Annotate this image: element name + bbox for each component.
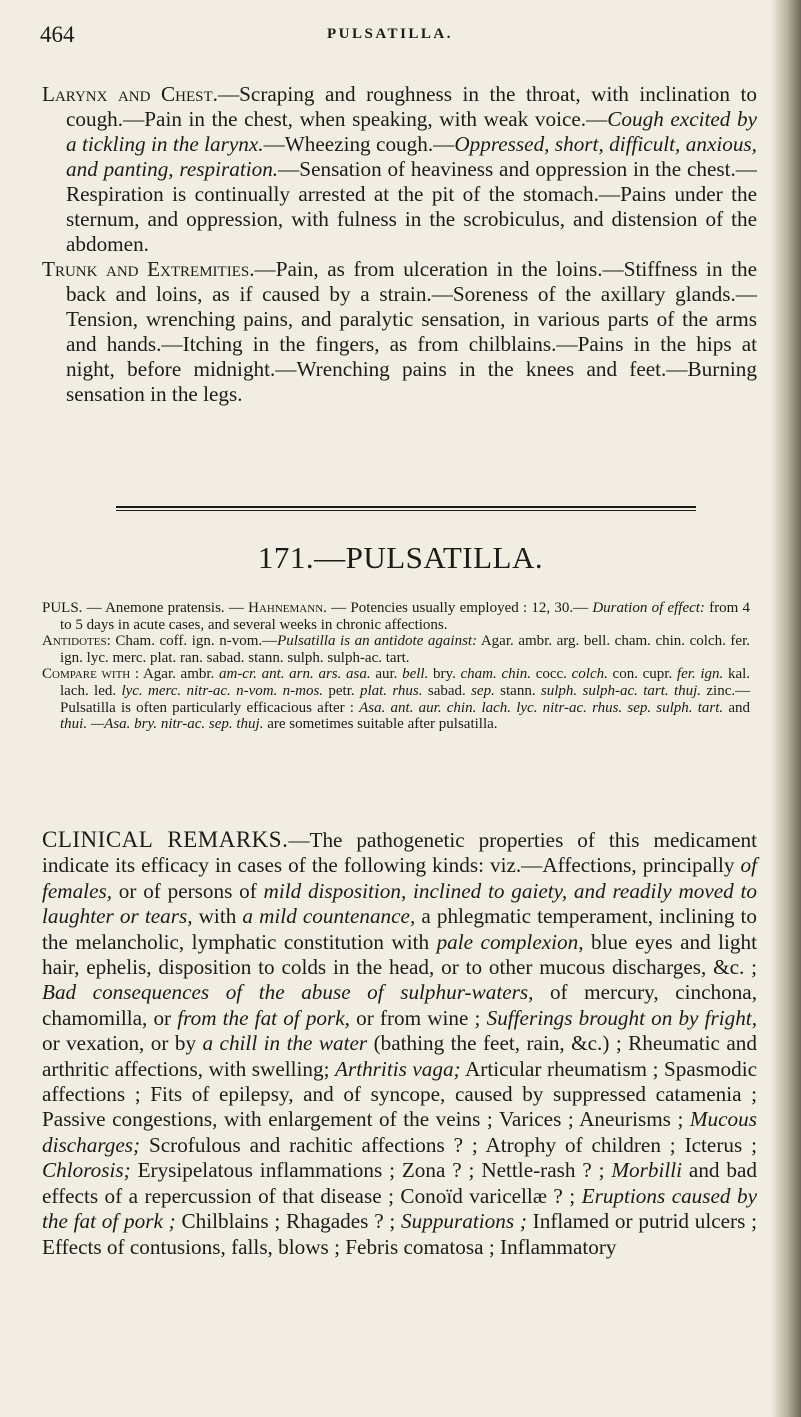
italic-run: Asa. ant. aur. chin. lach. lyc. nitr-ac. rhus. sep. sulph. tart. bbox=[359, 699, 724, 716]
italic-run: a mild countenance, bbox=[242, 904, 416, 929]
text-run: —The pathogenetic properties of this medicament indicate its efficacy in cases of the following kinds: viz.—Affections, principally bbox=[42, 828, 757, 878]
italic-run: lyc. merc. nitr-ac. n-vom. n-mos. bbox=[121, 682, 324, 699]
text-run: Chilblains ; Rhagades ? ; bbox=[175, 1209, 402, 1234]
symptom-text bbox=[42, 82, 757, 407]
text-run: —Scraping and roughness in the throat, with inclination to cough.—Pain in the chest, when speaking, with weak voice.— bbox=[66, 82, 757, 131]
running-head bbox=[40, 22, 740, 52]
italic-run: cham. chin. bbox=[460, 666, 532, 683]
text-run: (bathing the feet, rain, &c.) ; Rheumatic and arthritic affections, with swelling; bbox=[42, 1031, 757, 1081]
duration-label: Duration of effect: bbox=[592, 600, 705, 616]
italic-run: Chlorosis; bbox=[42, 1158, 131, 1183]
duration-text: from 4 to 5 days in acute cases, and several weeks in chronic affections. bbox=[60, 600, 751, 633]
clinical-remarks bbox=[42, 827, 757, 1260]
italic-run: a chill in the water bbox=[202, 1031, 368, 1056]
italic-run: Mucous discharges; bbox=[42, 1107, 757, 1157]
italic-run: Eruptions caused by the fat of pork ; bbox=[42, 1183, 757, 1234]
italic-run: sulph. sulph-ac. tart. thuj. bbox=[540, 682, 702, 699]
italic-run: sep. bbox=[471, 682, 495, 699]
text-run: Agar. ambr. bbox=[142, 666, 215, 683]
italic-run: Suppurations ; bbox=[401, 1209, 527, 1234]
text-run: or of persons of bbox=[112, 878, 264, 903]
antidotes-label: Antidotes: bbox=[42, 633, 111, 650]
text-run: a phlegmatic temperament, inclining to the melancholic, lymphatic constitution with bbox=[42, 904, 758, 954]
abbrev-label: PULS. bbox=[42, 600, 83, 616]
text-run: with bbox=[192, 904, 243, 929]
text-run: petr. bbox=[328, 682, 355, 699]
text-run: con. cupr. bbox=[612, 666, 673, 683]
text-run: and bad effects of a repercussion of that disease ; Conoïd varicellæ ? ; bbox=[42, 1158, 757, 1208]
section-heading: Trunk and Extremities. bbox=[42, 257, 255, 281]
italic-run: Oppressed, short, difficult, anxious, and panting, respiration. bbox=[66, 132, 757, 181]
text-run: — Anemone pratensis. — bbox=[86, 600, 244, 616]
text-run: and bbox=[728, 699, 750, 716]
italic-run: from the fat of pork, bbox=[177, 1005, 350, 1030]
italic-run: bell. bbox=[402, 666, 429, 683]
clinical-heading: CLINICAL REMARKS. bbox=[42, 827, 289, 852]
italic-run: am-cr. ant. arn. ars. asa. bbox=[218, 666, 371, 683]
text-run: Inflamed or putrid ulcers ; Effects of contusions, falls, blows ; Febris comatosa ; Inflammatory bbox=[42, 1209, 757, 1259]
puls-line bbox=[42, 600, 750, 633]
larynx-chest-paragraph bbox=[42, 82, 757, 257]
italic-run: Sufferings brought on by fright, bbox=[486, 1005, 757, 1030]
italic-run: fer. ign. bbox=[676, 666, 724, 683]
italic-run: mild disposition, inclined to gaiety, and readily moved to laughter or tears, bbox=[42, 878, 757, 929]
text-run: Erysipelatous inflammations ; Zona ? ; Nettle-rash ? ; bbox=[130, 1158, 612, 1183]
antidotes-line bbox=[42, 633, 750, 666]
compare-line bbox=[42, 666, 750, 732]
text-run: zinc.—Pulsatilla is often particularly efficacious after : bbox=[60, 682, 751, 716]
page-edge-shadow bbox=[771, 0, 801, 1417]
trunk-extremities-paragraph bbox=[42, 257, 757, 407]
italic-run: Cough excited by a tickling in the larynx. bbox=[66, 107, 757, 156]
text-run: Scrofulous and rachitic affections ? ; Atrophy of children ; Icterus ; bbox=[140, 1132, 757, 1157]
text-run: cocc. bbox=[535, 666, 567, 683]
text-run: Cham. coff. ign. n-vom.— bbox=[115, 633, 278, 650]
italic-run: Morbilli bbox=[611, 1158, 683, 1183]
text-run: —Sensation of heaviness and oppression in the chest.—Respiration is continually arrested at the pit of the stomach.—Pains under the sternum, and oppression, with fulness in the scrobiculus, and distension of the abdomen. bbox=[66, 157, 757, 256]
text-run: sabad. bbox=[427, 682, 466, 699]
text-run: kal. lach. led. bbox=[60, 666, 751, 699]
italic-run: thui. —Asa. bry. nitr-ac. sep. thuj. bbox=[60, 716, 264, 733]
italic-run: colch. bbox=[571, 666, 608, 683]
running-title: PULSATILLA. bbox=[327, 26, 453, 42]
italic-run: Pulsatilla is an antidote against: bbox=[277, 633, 478, 650]
italic-run: Arthritis vaga; bbox=[335, 1056, 461, 1081]
text-run: stann. bbox=[500, 682, 536, 699]
remedy-heading: 171.—PULSATILLA. bbox=[257, 540, 544, 575]
compare-label: Compare with : bbox=[42, 666, 140, 683]
text-run: or vexation, or by bbox=[42, 1031, 203, 1056]
text-run: aur. bbox=[375, 666, 398, 683]
remedy-info bbox=[42, 600, 750, 733]
italic-run: of females, bbox=[42, 853, 757, 903]
potencies-text: — Potencies usually employed : 12, 30.— bbox=[331, 600, 589, 616]
text-run: Articular rheumatism ; Spasmodic affections ; Fits of epilepsy, and of syncope, caused by suppressed catamenia ; Passive congestions, with enlargement of the veins ; Varices ; Aneurisms ; bbox=[42, 1056, 757, 1132]
text-run: are sometimes suitable after pulsatilla. bbox=[267, 716, 498, 733]
section-divider bbox=[116, 506, 696, 511]
italic-run: Bad consequences of the abuse of sulphur-waters, bbox=[42, 980, 534, 1005]
page-number: 464 bbox=[40, 22, 75, 47]
author-name: Hahnemann. bbox=[248, 600, 327, 616]
italic-run: plat. rhus. bbox=[359, 682, 423, 699]
text-run: blue eyes and light hair, ephelis, disposition to colds in the head, or to other mucous discharges, &c. ; bbox=[42, 929, 757, 980]
text-run: —Pain, as from ulceration in the loins.—Stiffness in the back and loins, as if caused by a strain.—Soreness of the axillary glands.—Tension, wrenching pains, and paralytic sensation, in various parts of the arms and hands.—Itching in the fingers, as from chilblains.—Pains in the hips at night, before midnight.—Wrenching pains in the knees and feet.—Burning sensation in the legs. bbox=[66, 257, 758, 406]
text-run: Agar. ambr. arg. bell. cham. chin. colch. fer. ign. lyc. merc. plat. ran. sabad. stann. sulph. sulph-ac. tart. bbox=[60, 633, 750, 666]
text-run: bry. bbox=[433, 666, 456, 683]
section-heading: Larynx and Chest. bbox=[42, 82, 218, 106]
text-run: —Wheezing cough.— bbox=[263, 132, 455, 156]
italic-run: pale complexion, bbox=[436, 929, 584, 954]
text-run: or from wine ; bbox=[349, 1005, 487, 1030]
text-run: of mercury, cinchona, chamomilla, or bbox=[42, 980, 757, 1030]
